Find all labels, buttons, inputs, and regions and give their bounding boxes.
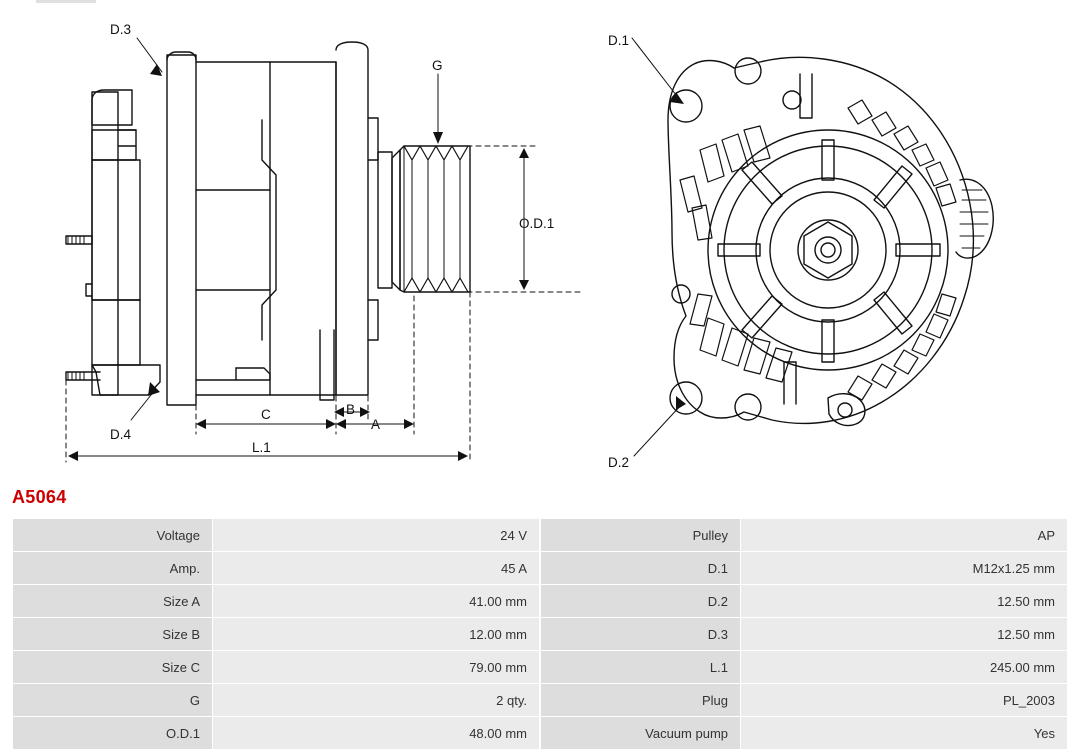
spec-value: 12.00 mm [213,618,540,651]
boss-hole-bottom [735,394,761,420]
side-lug [956,179,993,258]
table-row [541,519,1068,552]
stator-foot [236,368,270,380]
spec-value: 48.00 mm [213,717,540,750]
spec-key: Size C [13,651,213,684]
stator-right [270,62,336,395]
leader-lines [131,38,686,456]
boss-hole-top [735,58,761,84]
label-d3: D.3 [110,22,132,37]
rear-notch [86,284,92,296]
label-d4: D.4 [110,427,132,442]
pulley-grooves-bottom [404,278,468,292]
lower-stud [66,372,100,380]
front-bracket-lower [368,300,378,340]
specifications [12,518,1068,750]
front-housing-outline [668,57,973,423]
rear-body [92,160,140,300]
shaft-collar [378,152,392,288]
cooling-slots-upper [680,126,770,240]
spec-value: 79.00 mm [213,651,540,684]
spec-key: Size B [13,618,213,651]
regulator-block [92,130,136,160]
label-b: B [346,402,356,417]
stator-step-detail [262,120,276,340]
lower-tab-hole [838,403,852,417]
spec-value: 12.50 mm [741,585,1068,618]
spec-key: Amp. [13,552,213,585]
spec-value: M12x1.25 mm [741,552,1068,585]
vane-right [896,244,940,256]
spec-value: PL_2003 [741,684,1068,717]
table-row [541,585,1068,618]
spec-value: 245.00 mm [741,651,1068,684]
label-c: C [261,407,271,422]
spec-key: L.1 [541,651,741,684]
rear-lower-body [92,300,140,365]
table-row [13,717,540,750]
top-rib [800,74,812,118]
table-row [541,552,1068,585]
pulley-inner-circle [770,192,886,308]
fan-outer-circle [708,130,948,370]
table-row [541,618,1068,651]
spec-table-right [540,518,1068,750]
table-row [13,585,540,618]
table-row [541,651,1068,684]
stud-thread [68,236,84,244]
spec-value: 2 qty. [213,684,540,717]
stud-terminal [66,236,92,244]
small-hole-top [783,91,801,109]
shaft-end [815,237,841,263]
shaft-center [821,243,835,257]
table-row [13,552,540,585]
pulley-groove-lines [412,160,460,278]
spec-key: Pulley [541,519,741,552]
spec-value: 45 A [213,552,540,585]
spec-value: AP [741,519,1068,552]
table-row [13,684,540,717]
spec-key: D.3 [541,618,741,651]
drive-end-housing [336,42,368,395]
bottom-rib [784,362,796,404]
table-row [13,651,540,684]
part-number: A5064 [12,487,67,507]
vane-bottom [822,320,834,362]
spec-key: Size A [13,585,213,618]
mount-ear [320,330,334,400]
stator-foot-left [196,368,236,380]
spec-table-left [12,518,540,750]
stator-left [196,62,270,395]
vane-tr [874,166,912,208]
fan-inner-circle [724,146,932,354]
table-row [13,618,540,651]
hex-nut [804,222,852,278]
od1-extension-lines [404,146,582,292]
table-row [541,717,1068,750]
label-od1: O.D.1 [519,216,555,231]
label-l1: L.1 [252,440,271,455]
flange-top-round [167,52,196,60]
lower-stud-thread [68,372,84,380]
rear-cover-outline [92,92,118,395]
rear-housing-top [92,90,132,125]
label-a: A [371,417,381,432]
spec-value: 24 V [213,519,540,552]
spec-key: Vacuum pump [541,717,741,750]
spec-key: D.2 [541,585,741,618]
spec-key: G [13,684,213,717]
label-d1: D.1 [608,33,630,48]
vane-br [874,292,912,334]
spec-value: Yes [741,717,1068,750]
spec-key: Voltage [13,519,213,552]
spec-key: Plug [541,684,741,717]
label-g: G [432,58,443,73]
spec-key: O.D.1 [13,717,213,750]
table-row [13,519,540,552]
spec-key: D.1 [541,552,741,585]
spec-value: 41.00 mm [213,585,540,618]
nut-boss-circle [798,220,858,280]
front-bracket-upper [368,118,378,160]
rear-flange [167,55,196,405]
pulley-hub [392,150,400,290]
label-d2: D.2 [608,455,630,470]
spec-value: 12.50 mm [741,618,1068,651]
pulley-grooves-top [404,146,468,160]
table-row [541,684,1068,717]
